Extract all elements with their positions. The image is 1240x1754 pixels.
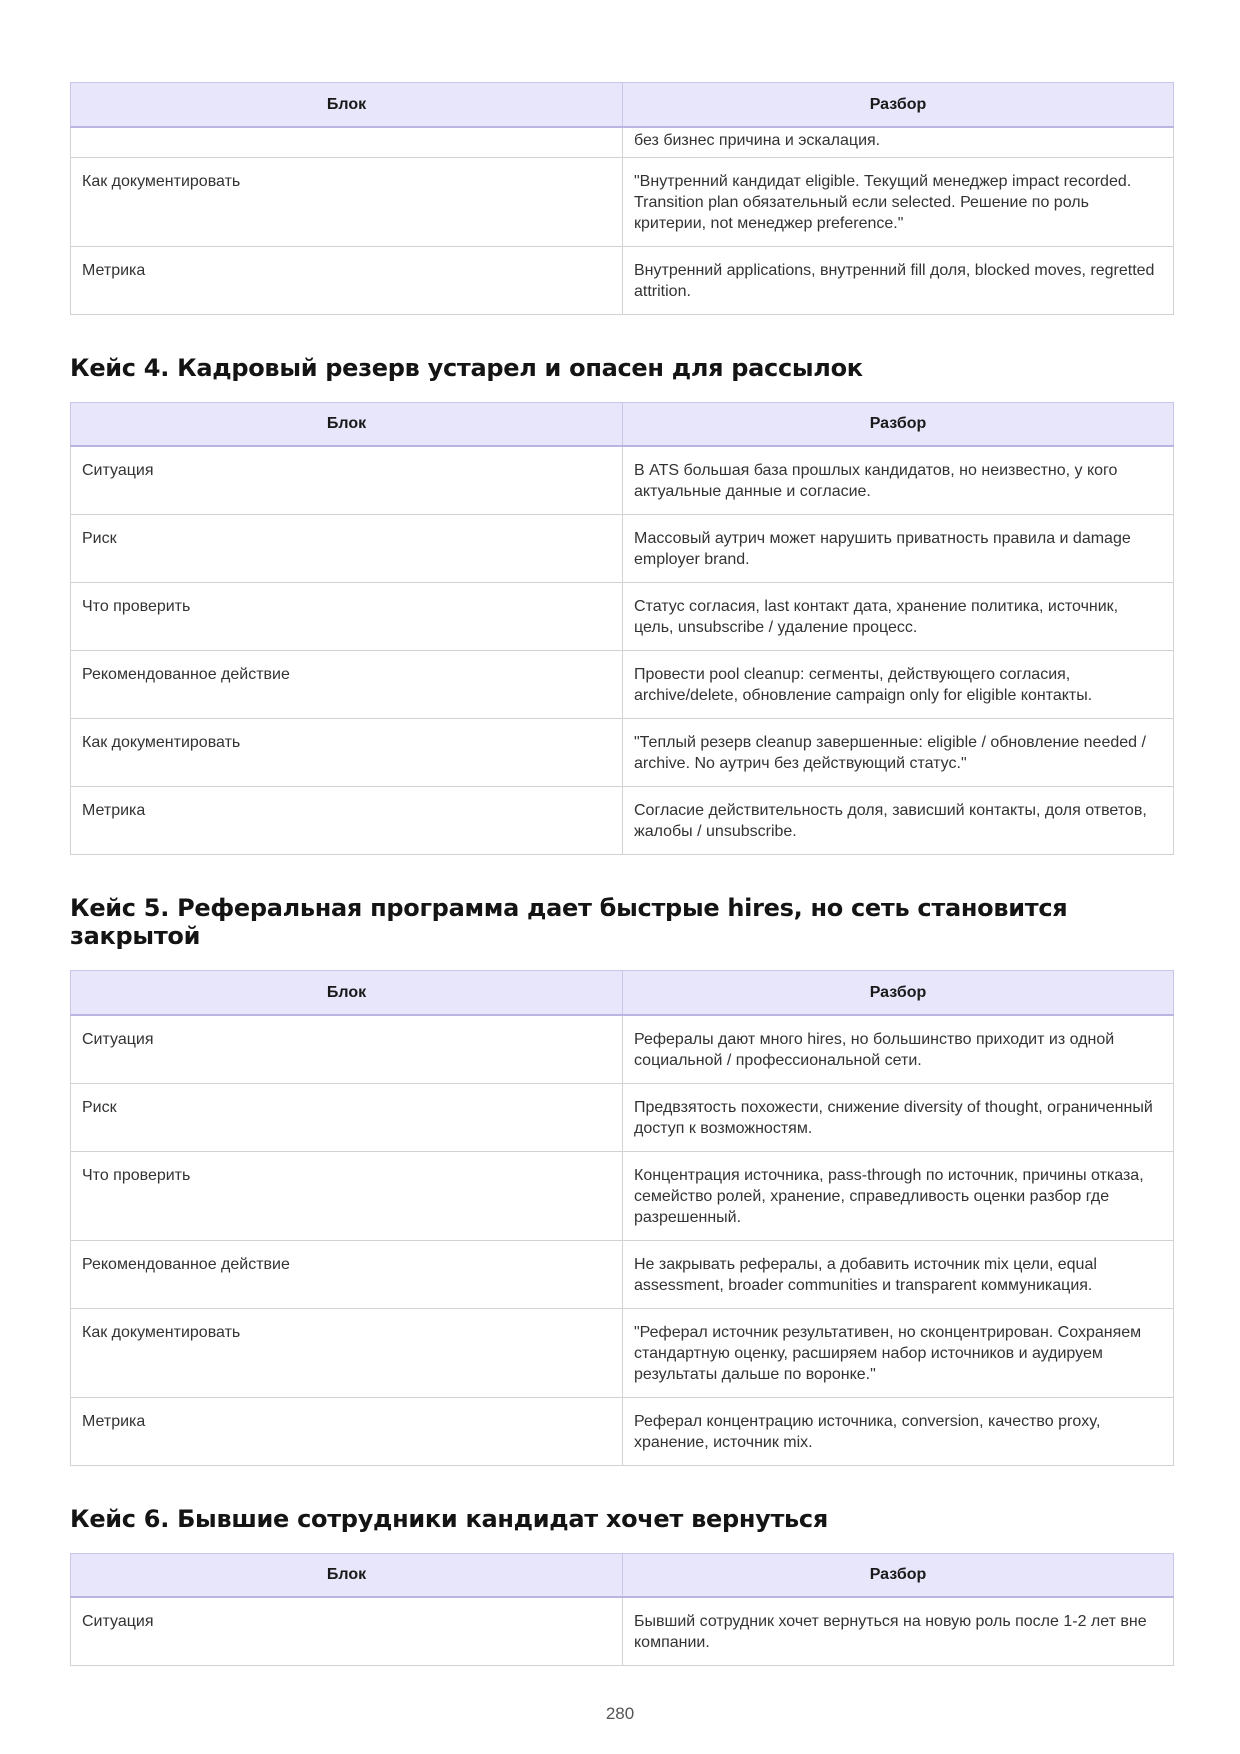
table-row [71, 1397, 1174, 1465]
table-header-row [71, 971, 1174, 1015]
page-number: 280 [605, 1704, 635, 1723]
column-header-block: Блок [71, 1553, 623, 1597]
table-header-row [71, 83, 1174, 127]
column-header-analysis: Разбор [623, 402, 1174, 446]
column-header-block: Блок [71, 402, 623, 446]
analysis-cell: В ATS большая база прошлых кандидатов, но неизвестно, у кого актуальные данные и согласие. [623, 446, 1174, 515]
analysis-cell: Массовый аутрич может нарушить приватность правила и damage employer brand. [623, 515, 1174, 583]
table-row [71, 1597, 1174, 1666]
analysis-cell: Не закрывать рефералы, а добавить источник mix цели, equal assessment, broader communities и transparent коммуникация. [623, 1240, 1174, 1308]
block-cell: Риск [71, 1083, 623, 1151]
table-row [71, 157, 1174, 246]
table-row [71, 651, 1174, 719]
table-row [71, 1240, 1174, 1308]
table-row [71, 1151, 1174, 1240]
block-cell: Метрика [71, 246, 623, 314]
block-cell: Что проверить [71, 1151, 623, 1240]
table-row [71, 583, 1174, 651]
case-5-heading: Кейс 5. Реферальная программа дает быстрые hires, но сеть становится закрытой [70, 894, 1068, 950]
block-cell: Риск [71, 515, 623, 583]
page-content [70, 82, 1173, 1666]
analysis-cell: Статус согласия, last контакт дата, хранение политика, источник, цель, unsubscribe / удаление процесс. [623, 583, 1174, 651]
table-row [71, 1308, 1174, 1397]
table-row [71, 1015, 1174, 1084]
analysis-cell: Предвзятость похожести, снижение diversity of thought, ограниченный доступ к возможностям. [623, 1083, 1174, 1151]
block-cell: Рекомендованное действие [71, 1240, 623, 1308]
analysis-cell: Внутренний applications, внутренний fill доля, blocked moves, regretted attrition. [623, 246, 1174, 314]
analysis-cell: "Реферал источник результативен, но сконцентрирован. Сохраняем стандартную оценку, расширяем набор источников и аудируем результаты дальше по воронке." [623, 1308, 1174, 1397]
table-header-row [71, 1553, 1174, 1597]
analysis-cell: Рефералы дают много hires, но большинство приходит из одной социальной / профессиональной сети. [623, 1015, 1174, 1084]
analysis-cell: Концентрация источника, pass-through по источник, причины отказа, семейство ролей, хранение, справедливость оценки разбор где разрешенный. [623, 1151, 1174, 1240]
block-cell: Рекомендованное действие [71, 651, 623, 719]
analysis-cell: без бизнес причина и эскалация. [623, 127, 1174, 158]
block-cell: Что проверить [71, 583, 623, 651]
case-4-heading: Кейс 4. Кадровый резерв устарел и опасен для рассылок [70, 353, 863, 382]
table-row [71, 246, 1174, 314]
analysis-cell: "Внутренний кандидат eligible. Текущий менеджер impact recorded. Transition plan обязательный если selected. Решение по роль критерии, not менеджер preference." [623, 157, 1174, 246]
analysis-cell: Согласие действительность доля, зависший контакты, доля ответов, жалобы / unsubscribe. [623, 787, 1174, 855]
column-header-block: Блок [71, 971, 623, 1015]
block-cell: Метрика [71, 1397, 623, 1465]
case-6-table [70, 1553, 1174, 1667]
analysis-cell: "Теплый резерв cleanup завершенные: eligible / обновление needed / archive. No аутрич без действующий статус." [623, 719, 1174, 787]
table-row [71, 446, 1174, 515]
block-cell: Как документировать [71, 157, 623, 246]
table-row [71, 719, 1174, 787]
table-row [71, 787, 1174, 855]
block-cell: Как документировать [71, 1308, 623, 1397]
block-cell: Ситуация [71, 1015, 623, 1084]
table-header-row [71, 402, 1174, 446]
table-row [71, 1083, 1174, 1151]
block-cell: Ситуация [71, 446, 623, 515]
case-5-table [70, 970, 1174, 1466]
continuation-table [70, 82, 1174, 315]
case-6-heading: Кейс 6. Бывшие сотрудники кандидат хочет вернуться [70, 1504, 828, 1533]
column-header-analysis: Разбор [623, 1553, 1174, 1597]
block-cell: Метрика [71, 787, 623, 855]
table-row [71, 515, 1174, 583]
block-cell: Ситуация [71, 1597, 623, 1666]
analysis-cell: Бывший сотрудник хочет вернуться на новую роль после 1-2 лет вне компании. [623, 1597, 1174, 1666]
analysis-cell: Реферал концентрацию источника, conversion, качество proxy, хранение, источник mix. [623, 1397, 1174, 1465]
table-row [71, 127, 1174, 158]
block-cell: Как документировать [71, 719, 623, 787]
column-header-analysis: Разбор [623, 971, 1174, 1015]
block-cell [71, 127, 623, 158]
column-header-analysis: Разбор [623, 83, 1174, 127]
column-header-block: Блок [71, 83, 623, 127]
analysis-cell: Провести pool cleanup: сегменты, действующего согласия, archive/delete, обновление campaign only for eligible контакты. [623, 651, 1174, 719]
case-4-table [70, 402, 1174, 856]
